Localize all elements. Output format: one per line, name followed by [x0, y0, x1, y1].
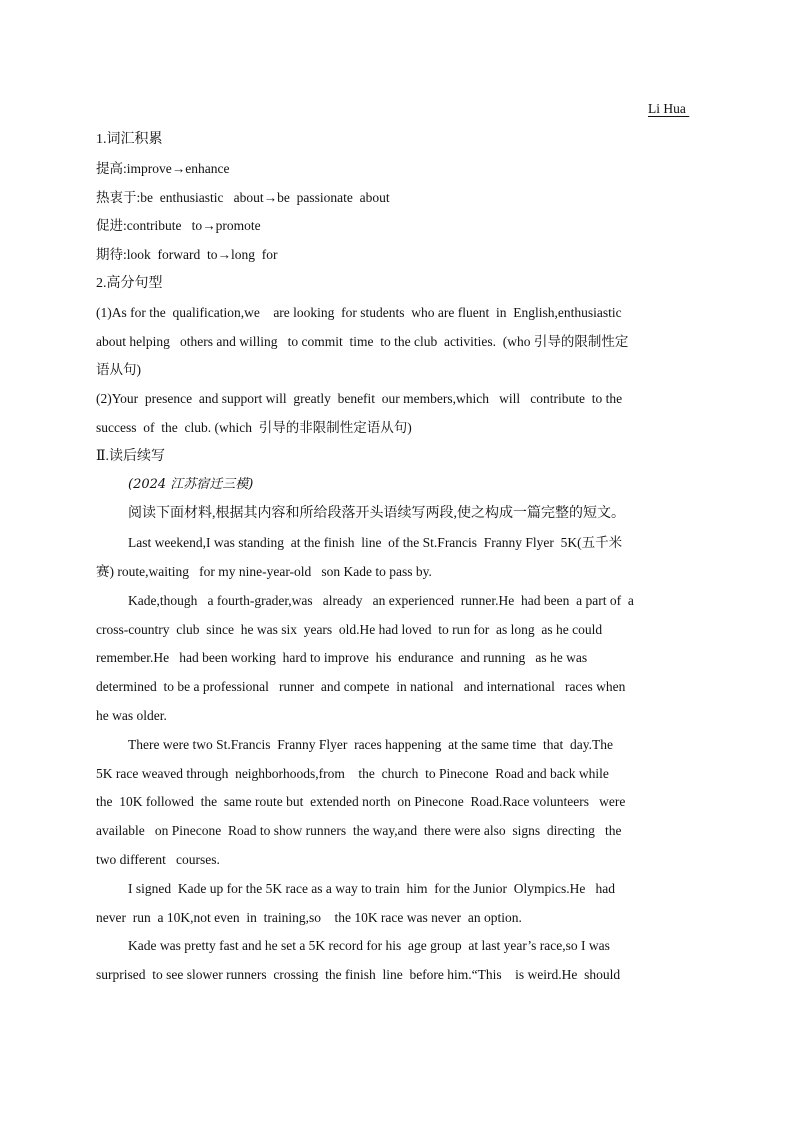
passage-line: 5K race weaved through neighborhoods,from the church to Pinecone Road and back while [96, 766, 609, 781]
passage-line: determined to be a professional runner and compete in national and international races when [96, 679, 626, 694]
passage-line: he was older. [96, 708, 167, 723]
section-heading: Ⅱ.读后续写 [96, 449, 166, 464]
source-note: (2024 江苏宿迁三模) [128, 477, 254, 492]
sentence-line: (1)As for the qualification,we are looking for students who are fluent in English,enthusiastic [96, 305, 622, 320]
passage-line: I signed Kade up for the 5K race as a way to train him for the Junior Olympics.He had [128, 881, 615, 896]
passage-line: the 10K followed the same route but extended north on Pinecone Road.Race volunteers were [96, 794, 626, 809]
vocab-heading: 1.词汇积累 [96, 132, 163, 147]
sentence-line: (2)Your presence and support will greatly benefit our members,which will contribute to the [96, 391, 623, 406]
passage-line: 赛) route,waiting for my nine-year-old son Kade to pass by. [96, 564, 432, 579]
passage-line: cross-country club since he was six years old.He had loved to run for as long as he could [96, 622, 603, 637]
sentence-line: about helping others and willing to commit time to the club activities. (who 引导的限制性定 [96, 334, 629, 349]
passage-line: remember.He had been working hard to improve his endurance and running as he was [96, 650, 588, 665]
signature: Li Hua [648, 101, 690, 116]
passage-line: two different courses. [96, 852, 220, 867]
sentences-heading: 2.高分句型 [96, 276, 163, 291]
passage-line: Kade was pretty fast and he set a 5K record for his age group at last year’s race,so I was [128, 938, 610, 953]
sentence-line: 语从句) [96, 362, 141, 377]
passage-line: available on Pinecone Road to show runners the way,and there were also signs directing the [96, 823, 622, 838]
passage-line: Kade,though a fourth-grader,was already an experienced runner.He had been a part of a [128, 593, 634, 608]
passage-line: never run a 10K,not even in training,so the 10K race was never an option. [96, 910, 522, 925]
vocab-item: 期待:look forward to→long for [96, 247, 278, 262]
passage-line: surprised to see slower runners crossing the finish line before him.“This is weird.He should [96, 967, 621, 982]
passage-line: There were two St.Francis Franny Flyer races happening at the same time that day.The [128, 737, 613, 752]
instruction: 阅读下面材料,根据其内容和所给段落开头语续写两段,使之构成一篇完整的短文。 [128, 506, 625, 521]
vocab-item: 提高:improve→enhance [96, 161, 230, 176]
vocab-item: 热衷于:be enthusiastic about→be passionate about [96, 190, 390, 205]
vocab-item: 促进:contribute to→promote [96, 218, 261, 233]
sentence-line: success of the club. (which 引导的非限制性定语从句) [96, 420, 412, 435]
passage-line: Last weekend,I was standing at the finish line of the St.Francis Franny Flyer 5K(五千米 [128, 535, 623, 550]
